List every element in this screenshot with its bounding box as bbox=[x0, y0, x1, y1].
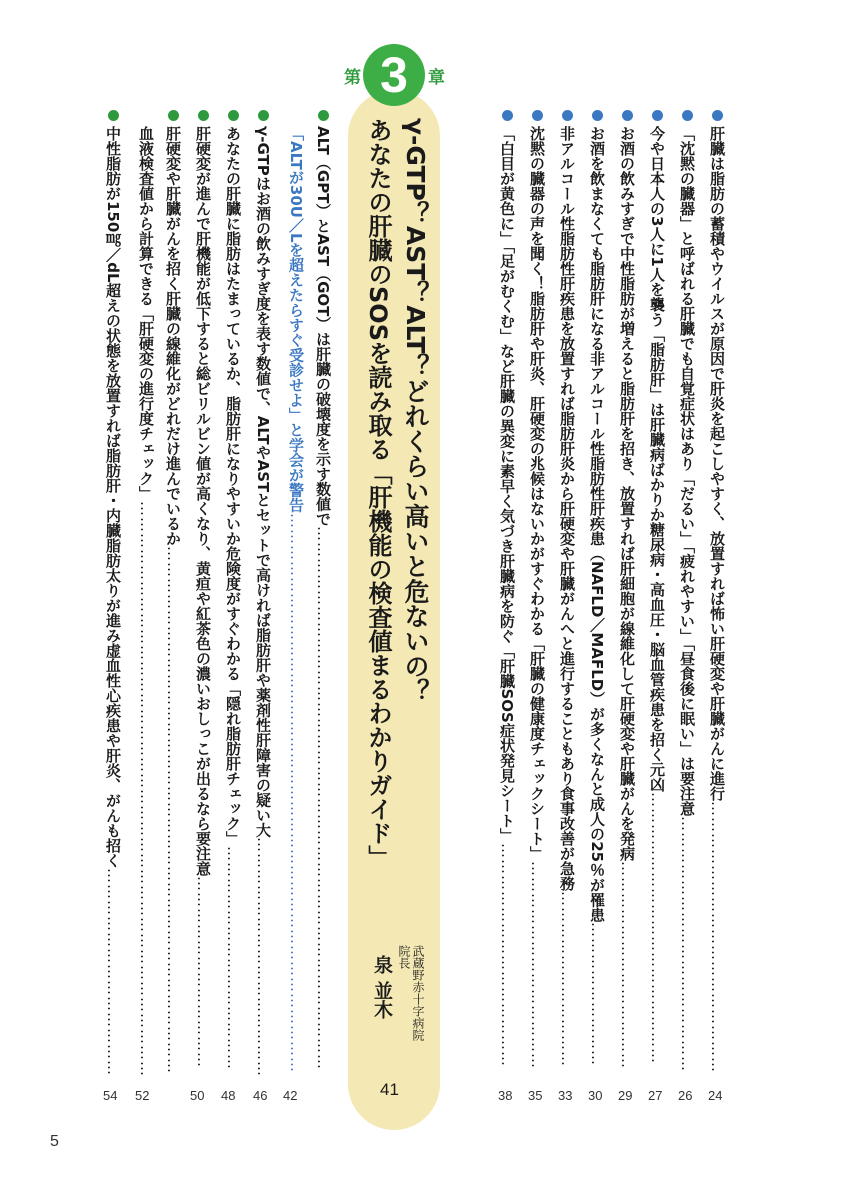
bullet-icon bbox=[198, 110, 209, 121]
page-number: 5 bbox=[50, 1133, 59, 1150]
toc-entry-page[interactable]: 48 bbox=[221, 1088, 236, 1103]
bullet-icon bbox=[622, 110, 633, 121]
dot-leader: …………………………………… bbox=[224, 846, 242, 1070]
author-name: 泉 並木 bbox=[371, 955, 393, 1019]
toc-entry-text[interactable]: お酒を飲まなくても脂肪肝になる非アルコール性脂肪性肝疾患（NAFLD／MAFLD）が多くなんと成人の25％が罹患……………………… bbox=[588, 126, 606, 1067]
bullet-icon bbox=[682, 110, 693, 121]
bullet-icon bbox=[592, 110, 603, 121]
dot-leader: …………………………… bbox=[558, 891, 576, 1067]
toc-entry-page[interactable]: 52 bbox=[135, 1088, 150, 1103]
toc-entry-text[interactable]: 沈黙の臓器の声を聞く！脂肪肝や肝炎、肝硬変の兆候はないかがすぐわかる「肝臓の健康度チェックシート」………………………………… bbox=[528, 126, 546, 1069]
bullet-icon bbox=[228, 110, 239, 121]
toc-entry-page[interactable]: 50 bbox=[190, 1088, 205, 1103]
author-title: 院長 bbox=[397, 945, 411, 969]
toc-entry-text-2[interactable]: 「ALTが30U／Lを超えたらすぐ受診せよ」と学会が警告…………………………………………………………………………………………… bbox=[287, 126, 305, 1073]
bullet-icon bbox=[108, 110, 119, 121]
toc-entry-text[interactable]: 肝硬変や肝臓がんを招く肝臓の線維化がどれだけ進んでいるか……………………………………………………………………………………… bbox=[164, 126, 182, 1074]
bullet-icon bbox=[712, 110, 723, 121]
bullet-icon bbox=[318, 110, 329, 121]
toc-entry-page[interactable]: 54 bbox=[103, 1088, 118, 1103]
dot-leader: ………………………………………………………………………………………… bbox=[314, 526, 332, 1071]
chapter-label-before: 第 bbox=[344, 68, 361, 88]
toc-entry-page[interactable]: 35 bbox=[528, 1088, 543, 1103]
chapter-title-line2[interactable]: あなたの肝臓のSOSを読み取る「肝機能の検査値まるわかりガイド」 bbox=[364, 118, 392, 869]
dot-leader: ………………………………… bbox=[618, 861, 636, 1069]
toc-entry-text[interactable]: 肝臓は脂肪の蓄積やウイルスが原因で肝炎を起こしやすく、放置すれば怖い肝硬変や肝臓がんに進行…………………………………………… bbox=[708, 126, 726, 1073]
bullet-icon bbox=[532, 110, 543, 121]
toc-entry-text[interactable]: 中性脂肪が150㎎／dL超えの状態を放置すれば脂肪肝・内臓脂肪太りが進み虚血性心疾患や肝炎、がんも招く………………………………… bbox=[104, 126, 122, 1076]
bullet-icon bbox=[502, 110, 513, 121]
toc-entry-page[interactable]: 38 bbox=[498, 1088, 513, 1103]
toc-entry-text[interactable]: ALT（GPT）とAST（GOT）は肝臓の破壊度を示す数値で………………………………………………………………………………………… bbox=[314, 126, 332, 1071]
bullet-icon bbox=[652, 110, 663, 121]
toc-entry-text[interactable]: 今や日本人の3人に1人を襲う「脂肪肝」は肝臓病ばかりか糖尿病・高血圧・脳血管疾患を招く元凶…………………………………………… bbox=[648, 126, 666, 1064]
dot-leader: ………………………………………… bbox=[678, 816, 696, 1072]
bullet-icon bbox=[258, 110, 269, 121]
chapter-title-line1[interactable]: γ-GTP？AST？ALT？どれくらい高いと危ないの？ bbox=[401, 118, 430, 704]
toc-entry-text[interactable]: あなたの肝臓に脂肪はたまっているか、脂肪肝になりやすいか危険度がすぐわかる「隠れ脂肪肝チェック」…………………………………… bbox=[224, 126, 242, 1070]
toc-entry-page[interactable]: 24 bbox=[708, 1088, 723, 1103]
bullet-icon bbox=[168, 110, 179, 121]
dot-leader: ………………………………… bbox=[528, 861, 546, 1069]
author-affiliation: 武蔵野赤十字病院 bbox=[411, 945, 425, 1041]
dot-leader: ……………………………………… bbox=[254, 837, 272, 1078]
toc-entry-text[interactable]: 「沈黙の臓器」と呼ばれる肝臓でも自覚症状はあり「だるい」「疲れやすい」「昼食後に眠い」は要注意………………………………………… bbox=[678, 126, 696, 1072]
toc-entry-page[interactable]: 30 bbox=[588, 1088, 603, 1103]
toc-entry-page[interactable]: 46 bbox=[253, 1088, 268, 1103]
dot-leader: …………………………………………………………………………………………… bbox=[287, 512, 305, 1073]
toc-entry-text[interactable]: 肝硬変が進んで肝機能が低下すると総ビリルビン値が高くなり、黄疸や紅茶色の濃いおしっこが出るなら要注意……………………………… bbox=[194, 126, 212, 1068]
bullet-icon bbox=[562, 110, 573, 121]
dot-leader: ……………………………………………………………………………………… bbox=[164, 546, 182, 1074]
toc-entry-text[interactable]: お酒の飲みすぎで中性脂肪が増えると脂肪肝を招き、放置すれば肝細胞が線維化して肝硬変や肝臓がんを発病………………………………… bbox=[618, 126, 636, 1069]
toc-entry-text-2[interactable]: 血液検査値から計算できる「肝硬変の進行度チェック」……………………………………………………………………………………………… bbox=[137, 126, 155, 1077]
toc-entry-page[interactable]: 27 bbox=[648, 1088, 663, 1103]
toc-entry-page[interactable]: 33 bbox=[558, 1088, 573, 1103]
toc-entry-text[interactable]: 「白目が黄色に」「足がむくむ」など肝臓の異変に素早く気づき肝臓病を防ぐ「肝臓SOS症状発見シート」…………………………………… bbox=[498, 126, 516, 1067]
toc-entry-page[interactable]: 29 bbox=[618, 1088, 633, 1103]
dot-leader: …………………………………… bbox=[498, 842, 516, 1067]
chapter-number-badge: 3 bbox=[363, 44, 425, 106]
dot-leader: ……………………… bbox=[588, 922, 606, 1067]
toc-entry-page[interactable]: 42 bbox=[283, 1088, 298, 1103]
chapter-page[interactable]: 41 bbox=[380, 1080, 399, 1099]
toc-entry-text[interactable]: γ-GTPはお酒の飲みすぎ度を表す数値で、ALTやASTとセットで高ければ脂肪肝や薬剤性肝障害の疑い大……………………………………… bbox=[254, 126, 272, 1078]
dot-leader: ……………………………… bbox=[194, 876, 212, 1068]
toc-entry-page[interactable]: 26 bbox=[678, 1088, 693, 1103]
dot-leader: …………………………………………… bbox=[648, 791, 666, 1064]
dot-leader: …………………………………………… bbox=[708, 801, 726, 1073]
chapter-label-after: 章 bbox=[428, 68, 445, 88]
toc-entry-text[interactable]: 非アルコール性脂肪性肝疾患を放置すれば脂肪肝炎から肝硬変や肝臓がんへと進行することもあり食事改善が急務…………………………… bbox=[558, 126, 576, 1067]
dot-leader: ………………………………… bbox=[104, 867, 122, 1076]
dot-leader: ……………………………………………………………………………………………… bbox=[137, 501, 155, 1077]
